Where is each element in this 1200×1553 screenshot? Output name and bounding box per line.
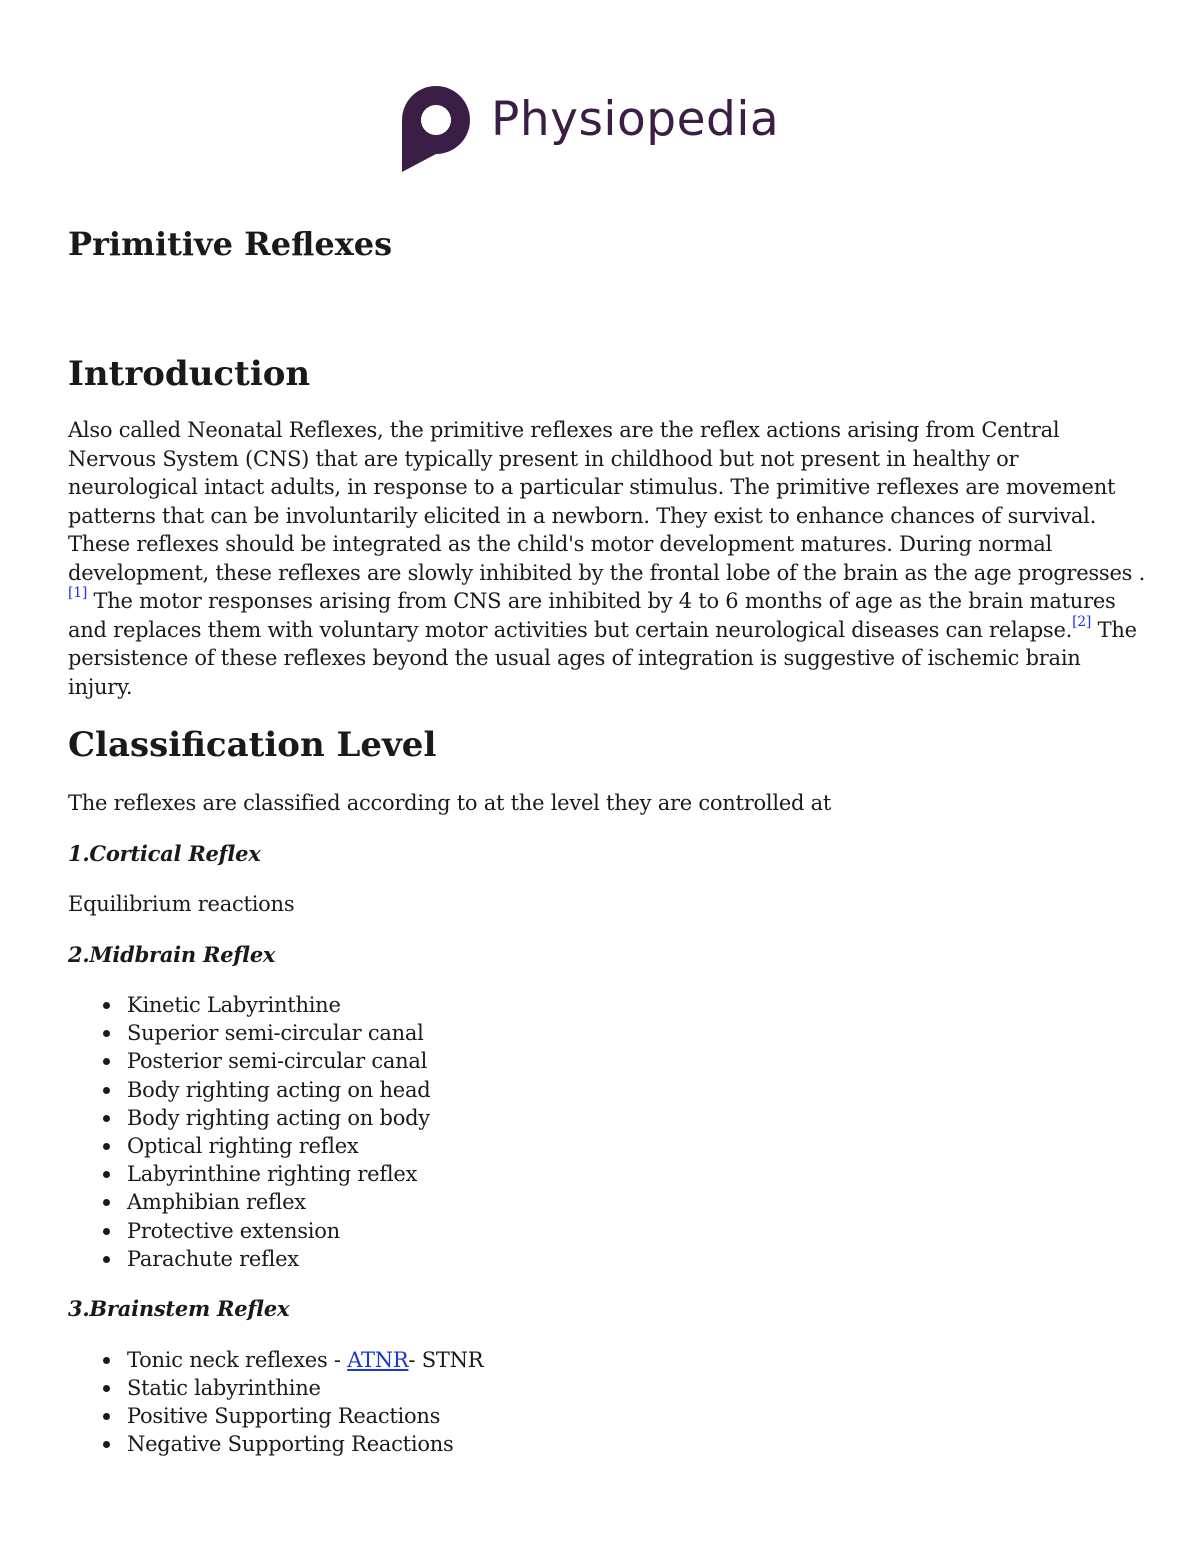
brainstem-reflex-list xyxy=(68,1346,1148,1459)
subheading-brainstem-reflex: 3.Brainstem Reflex xyxy=(68,1296,290,1322)
logo-wordmark: Physiopedia xyxy=(491,92,780,147)
section-heading-classification: Classification Level xyxy=(68,725,437,765)
tonic-neck-suffix: - STNR xyxy=(408,1347,484,1372)
list-item: Amphibian reflex xyxy=(127,1188,1148,1216)
atnr-link[interactable]: ATNR xyxy=(347,1347,409,1372)
intro-text-part-1: Also called Neonatal Reflexes, the primitive reflexes are the reflex actions arising from Central Nervous System (CNS) that are typically present in childhood but not present in healthy or neurological intact adults, in response to a particular stimulus. The primitive reflexes are movement patterns that can be involuntarily elicited in a newborn. They exist to enhance chances of survival. These reflexes should be integrated as the child's motor development matures. During normal development, these reflexes are slowly inhibited by the frontal lobe of the brain as the age progresses . xyxy=(68,418,1146,585)
intro-text-part-3: The persistence of these reflexes beyond the usual ages of integration is suggestive of ischemic brain injury. xyxy=(68,617,1137,699)
list-item: Static labyrinthine xyxy=(127,1374,1148,1402)
list-item: Optical righting reflex xyxy=(127,1132,1148,1160)
introduction-paragraph xyxy=(68,416,1148,701)
list-item-tonic-neck xyxy=(127,1346,1148,1374)
reference-2[interactable] xyxy=(1072,614,1091,630)
intro-text-part-2: The motor responses arising from CNS are inhibited by 4 to 6 months of age as the brain matures and replaces them with voluntary motor activities but certain neurological diseases can relapse. xyxy=(68,589,1116,642)
list-item: Posterior semi-circular canal xyxy=(127,1047,1148,1075)
list-item: Body righting acting on head xyxy=(127,1076,1148,1104)
article-content xyxy=(68,222,1148,1458)
list-item: Positive Supporting Reactions xyxy=(127,1402,1148,1430)
classification-intro: The reflexes are classified according to at the level they are controlled at xyxy=(68,791,832,815)
section-heading-introduction: Introduction xyxy=(68,354,311,394)
physiopedia-logo[interactable] xyxy=(398,82,779,174)
list-item: Parachute reflex xyxy=(127,1245,1148,1273)
list-item: Superior semi-circular canal xyxy=(127,1019,1148,1047)
physiopedia-logo-mark-icon xyxy=(398,82,474,174)
list-item: Kinetic Labyrinthine xyxy=(127,991,1148,1019)
midbrain-reflex-list xyxy=(68,991,1148,1273)
tonic-neck-prefix: Tonic neck reflexes - xyxy=(127,1347,348,1372)
subheading-midbrain-reflex: 2.Midbrain Reflex xyxy=(68,941,276,967)
list-item: Body righting acting on body xyxy=(127,1104,1148,1132)
page-title: Primitive Reflexes xyxy=(68,225,393,263)
cortical-reflex-text: Equilibrium reactions xyxy=(68,892,295,916)
reference-link-1[interactable]: [1] xyxy=(68,585,88,601)
reference-1[interactable] xyxy=(68,585,87,601)
list-item: Negative Supporting Reactions xyxy=(127,1430,1148,1458)
subheading-cortical-reflex: 1.Cortical Reflex xyxy=(68,840,261,866)
reference-link-2[interactable]: [2] xyxy=(1072,613,1092,630)
list-item: Protective extension xyxy=(127,1217,1148,1245)
list-item: Labyrinthine righting reflex xyxy=(127,1160,1148,1188)
